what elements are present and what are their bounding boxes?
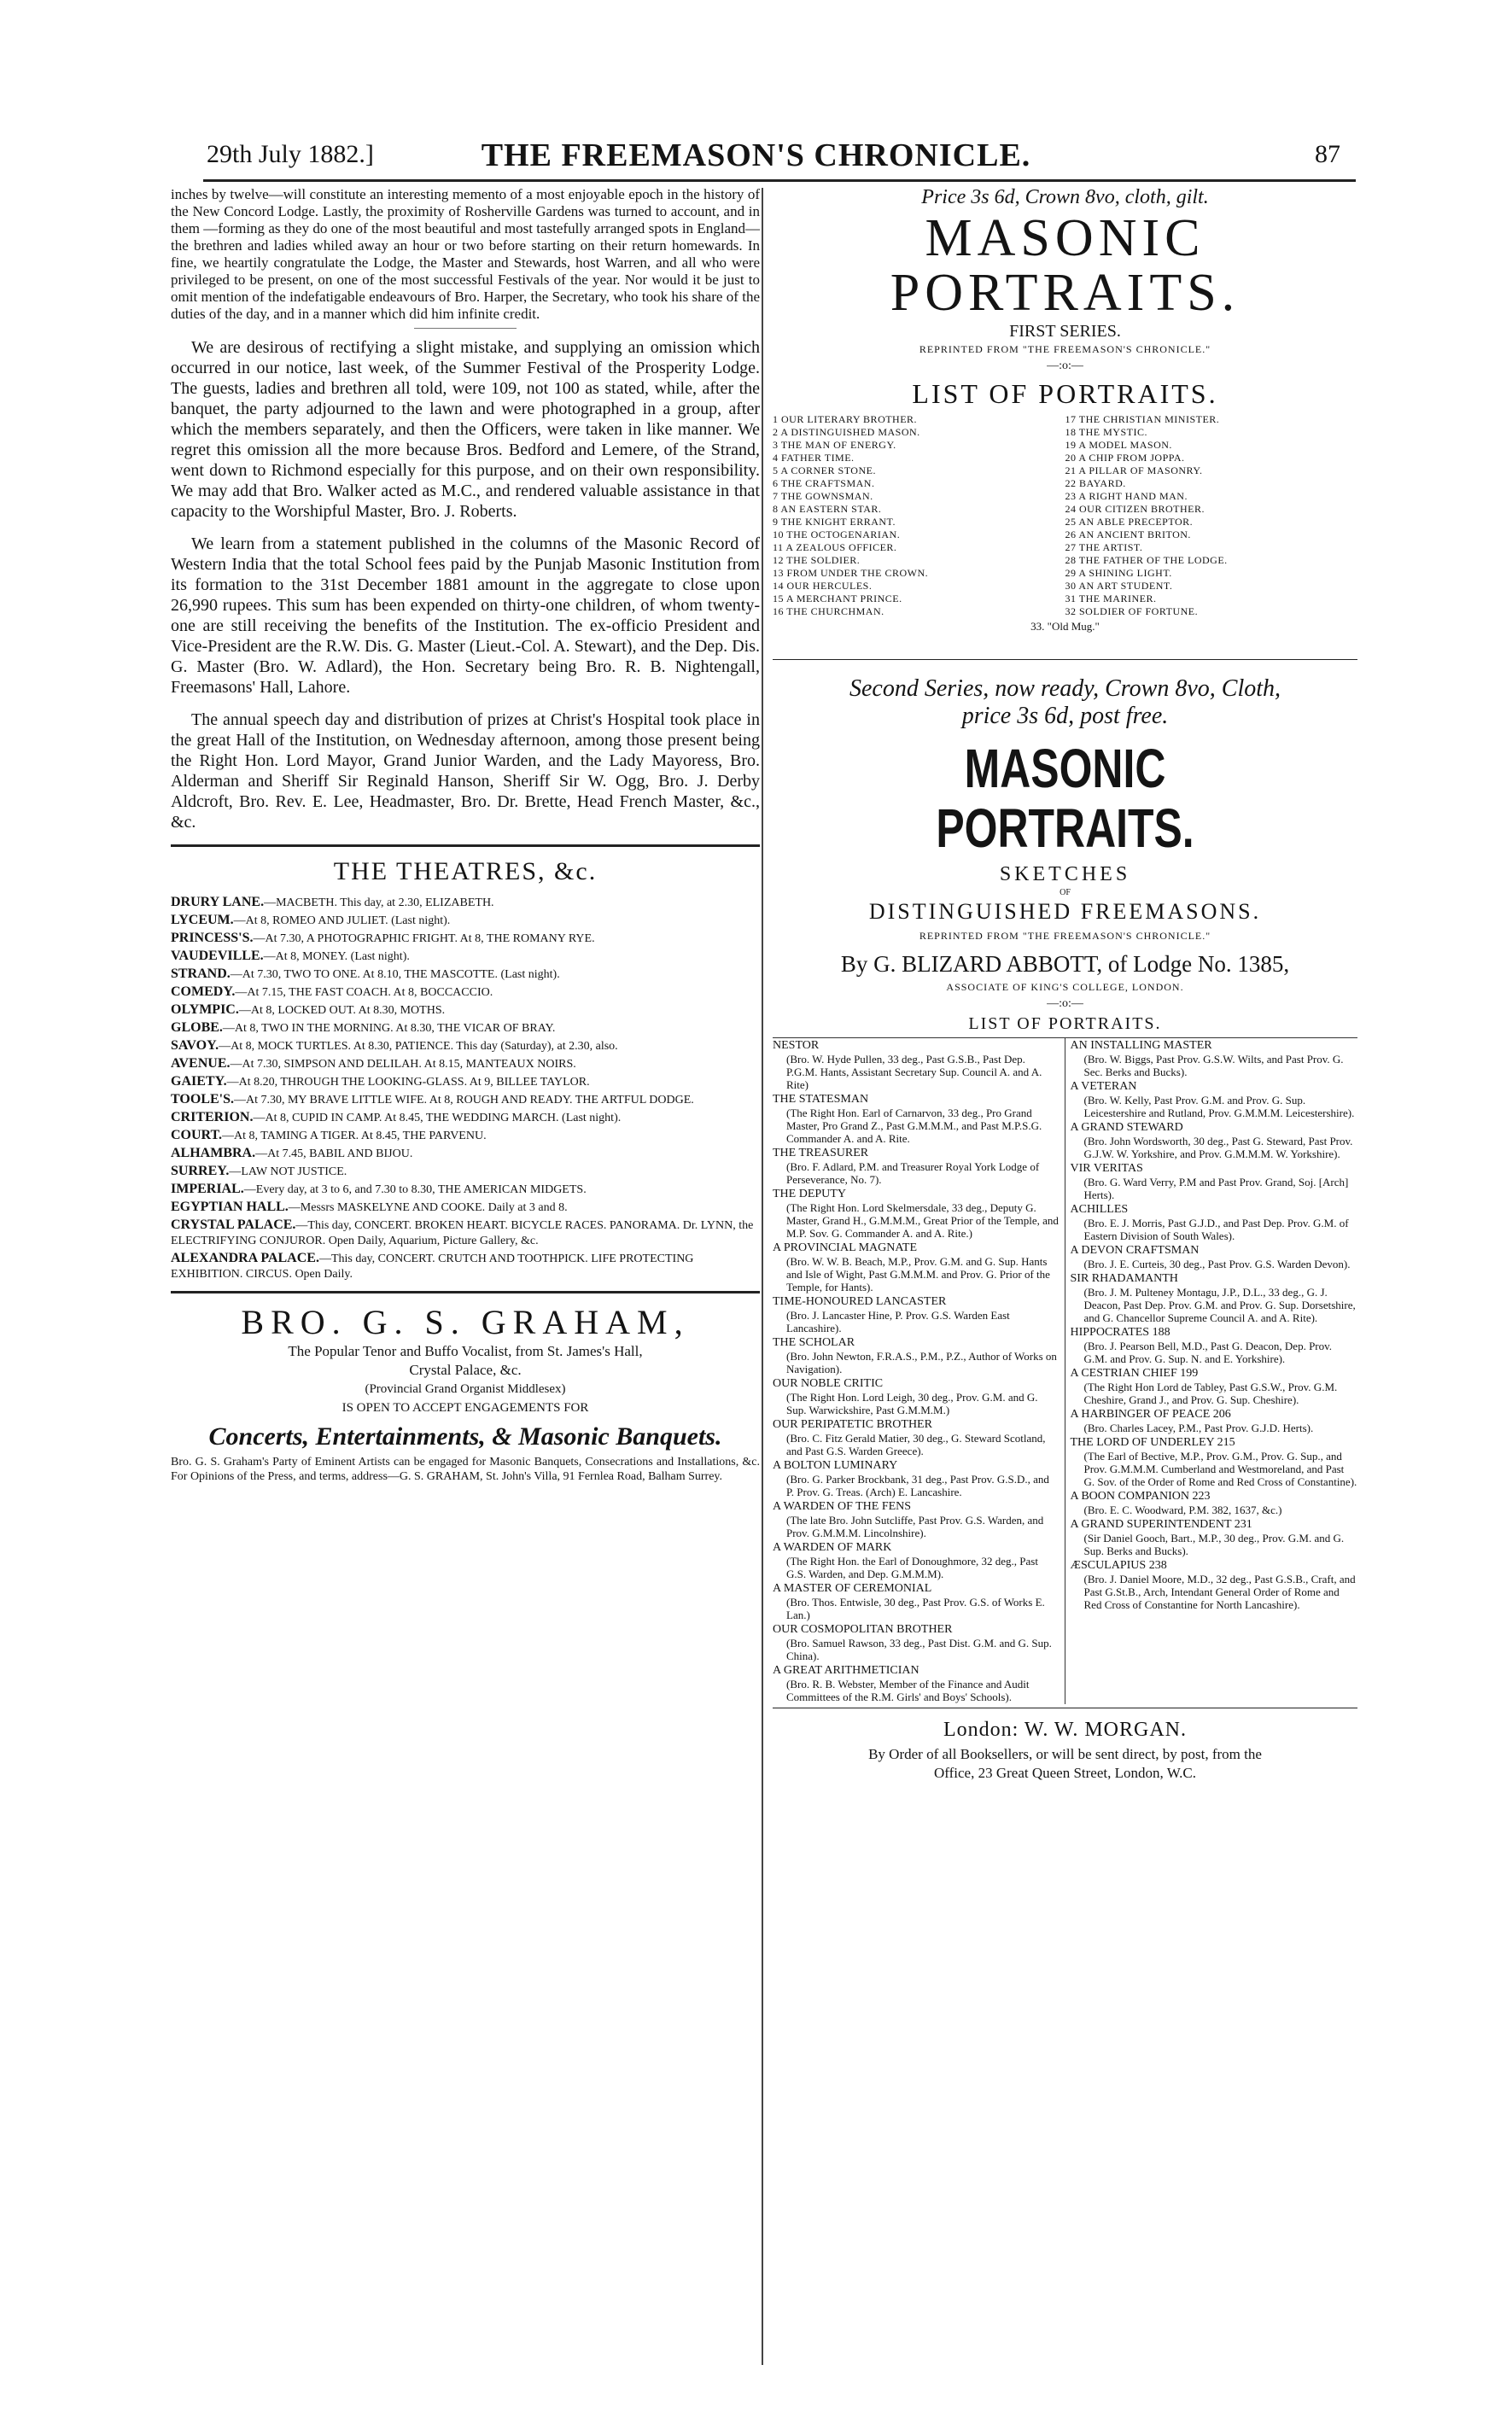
portrait-entry-name: A GRAND STEWARD xyxy=(1070,1121,1183,1134)
portrait-entries xyxy=(773,1037,1357,1704)
portrait-entry-name: A WARDEN OF MARK xyxy=(773,1541,892,1554)
theatre-venue: DRURY LANE. xyxy=(171,895,265,909)
portrait-list-item: 18 THE MYSTIC. xyxy=(1065,426,1147,438)
portrait-list-item: 11 A ZEALOUS OFFICER. xyxy=(773,541,897,553)
portrait-list-item: 29 A SHINING LIGHT. xyxy=(1065,567,1172,579)
price-first-series: Price 3s 6d, Crown 8vo, cloth, gilt. xyxy=(921,186,1209,208)
graham-details: Bro. G. S. Graham's Party of Eminent Artists can be engaged for Masonic Banquets, Consecrations and Installations, &c. For Opinions of the Press, and terms, address—G. S. GRAHAM, St. John's Villa, 91 Fernlea Road, Balham Surrey. xyxy=(171,1456,760,1483)
theatre-listing xyxy=(171,913,760,929)
column-divider xyxy=(762,188,763,2365)
portrait-entry-detail: (The Right Hon Lord de Tabley, Past G.S.W., Prov. G.M. Cheshire, Grand J., and Prov. G. Sup. Cheshire). xyxy=(1083,1381,1338,1406)
theatre-venue: LYCEUM. xyxy=(171,913,234,927)
portrait-entry-name: VIR VERITAS xyxy=(1070,1162,1143,1175)
theatre-listing xyxy=(171,984,760,1001)
portrait-list-item: 20 A CHIP FROM JOPPA. xyxy=(1065,452,1185,464)
portrait-33: 33. "Old Mug." xyxy=(1030,620,1100,633)
portrait-entry-name: OUR NOBLE CRITIC xyxy=(773,1377,884,1390)
portrait-entry-detail: (Bro. John Newton, F.R.A.S., P.M., P.Z., Author of Works on Navigation). xyxy=(786,1350,1057,1375)
portrait-entry-detail: (The Right Hon. Lord Skelmersdale, 33 deg., Deputy G. Master, Grand H., G.M.M.M., Great Prior of the Temple, and M.P. Sov. G. Commander A. and A. Rite.) xyxy=(786,1201,1059,1240)
portrait-entry-detail: (Bro. C. Fitz Gerald Matier, 30 deg., G. Steward Scotland, and Past G.S. Warden Greece). xyxy=(786,1432,1046,1457)
theatre-program: —MACBETH. This day, at 2.30, ELIZABETH. xyxy=(264,896,494,909)
theatre-venue: OLYMPIC. xyxy=(171,1002,239,1017)
theatre-listing xyxy=(171,1128,760,1144)
portrait-list-item: 3 THE MAN OF ENERGY. xyxy=(773,439,896,451)
portrait-entry-detail: (Bro. W. W. B. Beach, M.P., Prov. G.M. and G. Sup. Hants and Isle of Wight, Past G.M.M.M. and Prov. G. Prior of the Temple, for Hants). xyxy=(786,1255,1050,1293)
theatre-program: —At 7.15, THE FAST COACH. At 8, BOCCACCIO. xyxy=(235,986,493,999)
graham-line3: (Provincial Grand Organist Middlesex) xyxy=(365,1382,566,1396)
order-line2: Office, 23 Great Queen Street, London, W.C. xyxy=(933,1765,1197,1781)
portrait-entry-detail: (Bro. W. Kelly, Past Prov. G.M. and Prov. G. Sup. Leicestershire and Rutland, Prov. G.M.M.M. Leicestershire). xyxy=(1083,1094,1355,1119)
portraits-list xyxy=(773,413,1357,618)
list-of-portraits-title-2: LIST OF PORTRAITS. xyxy=(968,1014,1162,1033)
section-rule xyxy=(773,659,1357,660)
portrait-list-item: 15 A MERCHANT PRINCE. xyxy=(773,593,902,604)
portrait-entry-name: THE LORD OF UNDERLEY 215 xyxy=(1070,1436,1235,1449)
portrait-entries-right xyxy=(1065,1038,1358,1704)
portrait-entry-detail: (Bro. R. B. Webster, Member of the Finance and Audit Committees of the R.M. Girls' and Boys' Schools). xyxy=(786,1678,1030,1703)
sketches: SKETCHES xyxy=(999,863,1131,885)
masonic-portraits-title-1: MASONIC PORTRAITS. xyxy=(890,209,1241,322)
theatre-program: —Messrs MASKELYNE AND COOKE. Daily at 3 and 8. xyxy=(288,1201,568,1214)
portrait-entry-name: SIR RHADAMANTH xyxy=(1070,1272,1178,1285)
portrait-list-item: 31 THE MARINER. xyxy=(1065,593,1157,604)
theatre-venue: CRYSTAL PALACE. xyxy=(171,1218,296,1232)
theatre-program: —At 8, MONEY. (Last night). xyxy=(263,950,410,963)
header-rule xyxy=(203,179,1356,182)
theatre-listing xyxy=(171,966,760,983)
theatre-venue: VAUDEVILLE. xyxy=(171,949,264,963)
theatre-listing xyxy=(171,1200,760,1216)
portrait-list-item: 4 FATHER TIME. xyxy=(773,452,855,464)
second-series-line1: Second Series, now ready, Crown 8vo, Cloth, xyxy=(849,675,1281,702)
theatre-venue: ALHAMBRA. xyxy=(171,1146,256,1160)
article-prosperity-lodge: We are desirous of rectifying a slight mistake, and supplying an omission which occurred in our notice, last week, of the Summer Festival of the Prosperity Lodge. The guests, ladies and brethren all told, were 109, not 100 as stated, while, after the banquet, the party adjourned to the lawn and were photographed in a group, after which the members separately, and then the Officers, were taken in like manner. We regret this omission all the more because Bros. Bedford and Lemere, of the Strand, went down to Richmond especially for this purpose, and on their own responsibility. We may add that Bro. Walker acted as M.C., and rendered valuable assistance in that capacity to the Worshipful Master, Bro. J. Roberts. xyxy=(171,338,760,521)
theatre-listing xyxy=(171,931,760,947)
theatre-listing xyxy=(171,949,760,965)
portrait-entry-detail: (Bro. W. Hyde Pullen, 33 deg., Past G.S.B., Past Dep. P.G.M. Hants, Assistant Secretary Sup. Council A. and A. Rite) xyxy=(786,1053,1042,1091)
portrait-entry-detail: (Bro. Charles Lacey, P.M., Past Prov. G.J.D. Herts). xyxy=(1083,1422,1314,1434)
portrait-list-item: 24 OUR CITIZEN BROTHER. xyxy=(1065,503,1205,515)
masonic-portraits-title-2: MASONIC PORTRAITS. xyxy=(936,738,1194,859)
portrait-entry-name: A GRAND SUPERINTENDENT 231 xyxy=(1070,1518,1252,1531)
theatre-program: —At 8, CUPID IN CAMP. At 8.45, THE WEDDING MARCH. (Last night). xyxy=(253,1112,622,1124)
portrait-entry-detail: (Bro. E. J. Morris, Past G.J.D., and Past Dep. Prov. G.M. of Eastern Division of South Wales). xyxy=(1083,1217,1349,1242)
portrait-list-item: 10 THE OCTOGENARIAN. xyxy=(773,528,901,540)
portrait-entry-name: A HARBINGER OF PEACE 206 xyxy=(1070,1408,1231,1421)
portrait-entry-detail: (Bro. John Wordsworth, 30 deg., Past G. Steward, Past Prov. G.J.W. W. Yorkshire, and Prov. G.M.M.M. W. Yorkshire). xyxy=(1083,1135,1353,1160)
right-column xyxy=(773,186,1357,1783)
portrait-entry-detail: (The Right Hon. Earl of Carnarvon, 33 deg., Pro Grand Master, Pro Grand Z., Past G.M.M.M., and Past M.P.S.G. Commander A. and A. Rite. xyxy=(786,1107,1042,1145)
portrait-entry-name: A GREAT ARITHMETICIAN xyxy=(773,1664,919,1677)
theatre-program: —At 8.20, THROUGH THE LOOKING-GLASS. At 9, BILLEE TAYLOR. xyxy=(226,1076,590,1089)
theatre-venue: AVENUE. xyxy=(171,1056,231,1071)
publisher-london: London: W. W. MORGAN. xyxy=(943,1719,1188,1741)
theatre-listing xyxy=(171,1251,760,1282)
separator-ornament: —:o:— xyxy=(1047,359,1083,372)
second-series-line2: price 3s 6d, post free. xyxy=(961,703,1169,729)
portrait-entry-name: A BOON COMPANION 223 xyxy=(1070,1490,1211,1503)
theatre-program: —At 7.30, MY BRAVE LITTLE WIFE. At 8, ROUGH AND READY. THE ARTFUL DODGE. xyxy=(233,1094,694,1107)
portrait-entry-name: A CESTRIAN CHIEF 199 xyxy=(1070,1367,1199,1380)
portrait-entry-detail: (Sir Daniel Gooch, Bart., M.P., 30 deg., Prov. G.M. and G. Sup. Berks and Bucks). xyxy=(1083,1532,1345,1557)
portrait-entry-detail: (Bro. J. M. Pulteney Montagu, J.P., D.L., 33 deg., G. J. Deacon, Past Dep. Prov. G.M. and Prov. G. Sup. Dorsetshire, and G. Chancellor Supreme Council A. and A. Rite). xyxy=(1083,1286,1356,1324)
article-new-concord: inches by twelve—will constitute an interesting memento of a most enjoyable epoch in the history of the New Concord Lodge. Lastly, the proximity of Rosherville Gardens was turned to account, and in them —forming as they do one of the most beautiful and most tastefully arranged spots in England—the brethren and ladies whiled away an hour or two before starting on their return homewards. In fine, we heartily congratulate the Lodge, the Master and Stewards, host Warren, and all who were privileged to be present, on one of the most successful Festivals of the year. Nor would it be just to omit mention of the indefatigable endeavours of Bro. Harper, the Secretary, who took his share of the duties of the day, and in a manner which did him infinite credit. xyxy=(171,186,760,322)
portrait-entry-name: A WARDEN OF THE FENS xyxy=(773,1500,912,1513)
graham-concerts: Concerts, Entertainments, & Masonic Banquets. xyxy=(208,1422,722,1451)
portrait-list-item: 8 AN EASTERN STAR. xyxy=(773,503,882,515)
portrait-list-item: 28 THE FATHER OF THE LODGE. xyxy=(1065,554,1228,566)
portrait-list-item: 6 THE CRAFTSMAN. xyxy=(773,477,875,489)
portrait-entry-name: OUR COSMOPOLITAN BROTHER xyxy=(773,1623,953,1636)
theatres-list xyxy=(171,895,760,1282)
portrait-entry-detail: (Bro. J. Daniel Moore, M.D., 32 deg., Past G.S.B., Craft, and Past G.St.B., Arch, Intendant General Order of Rome and Red Cross of Constantine for North Lancashire). xyxy=(1083,1573,1356,1611)
portrait-list-item: 27 THE ARTIST. xyxy=(1065,541,1143,553)
portrait-list-item: 1 OUR LITERARY BROTHER. xyxy=(773,413,918,425)
theatre-venue: COURT. xyxy=(171,1128,223,1142)
portrait-entry-detail: (Bro. E. C. Woodward, P.M. 382, 1637, &c.) xyxy=(1083,1504,1282,1516)
graham-line4: IS OPEN TO ACCEPT ENGAGEMENTS FOR xyxy=(342,1401,589,1415)
theatre-program: —Every day, at 3 to 6, and 7.30 to 8.30, THE AMERICAN MIDGETS. xyxy=(243,1183,587,1196)
portrait-entry-detail: (Bro. W. Biggs, Past Prov. G.S.W. Wilts, and Past Prov. G. Sec. Berks and Bucks). xyxy=(1083,1053,1344,1078)
theatre-program: —LAW NOT JUSTICE. xyxy=(229,1165,347,1178)
portrait-list-item: 21 A PILLAR OF MASONRY. xyxy=(1065,464,1203,476)
theatre-venue: COMEDY. xyxy=(171,984,236,999)
list-of-portraits-title: LIST OF PORTRAITS. xyxy=(912,378,1218,409)
portrait-list-item: 19 A MODEL MASON. xyxy=(1065,439,1172,451)
theatre-venue: STRAND. xyxy=(171,966,231,981)
distinguished-freemasons: DISTINGUISHED FREEMASONS. xyxy=(868,899,1262,924)
header-title: THE FREEMASON'S CHRONICLE. xyxy=(481,137,1031,173)
portrait-entry-detail: (Bro. Samuel Rawson, 33 deg., Past Dist. G.M. and G. Sup. China). xyxy=(786,1637,1052,1662)
theatre-program: —At 7.30, SIMPSON AND DELILAH. At 8.15, MANTEAUX NOIRS. xyxy=(230,1058,576,1071)
theatre-program: —At 8, TAMING A TIGER. At 8.45, THE PARVENU. xyxy=(222,1130,487,1142)
theatre-program: —This day, CONCERT. CRUTCH AND TOOTHPICK. LIFE PROTECTING EXHIBITION. CIRCUS. Open Daily. xyxy=(171,1253,694,1281)
portrait-list-item: 2 A DISTINGUISHED MASON. xyxy=(773,426,920,438)
theatre-listing xyxy=(171,1164,760,1180)
portrait-entry-name: ACHILLES xyxy=(1070,1203,1129,1216)
graham-line2: Crystal Palace, &c. xyxy=(409,1362,522,1378)
theatre-listing xyxy=(171,1146,760,1162)
portrait-entry-detail: (Bro. G. Ward Verry, P.M and Past Prov. Grand, Soj. [Arch] Herts). xyxy=(1083,1176,1349,1201)
left-column xyxy=(171,186,760,1484)
theatre-listing xyxy=(171,1038,760,1054)
portrait-entry-name: HIPPOCRATES 188 xyxy=(1070,1326,1170,1339)
of-word: OF xyxy=(1060,888,1071,897)
portrait-entry-detail: (The late Bro. John Sutcliffe, Past Prov. G.S. Warden, and Prov. G.M.M.M. Lincolnshire). xyxy=(786,1514,1044,1539)
reprinted-note-1: REPRINTED FROM "THE FREEMASON'S CHRONICLE." xyxy=(919,343,1211,355)
theatre-venue: EGYPTIAN HALL. xyxy=(171,1200,289,1214)
theatre-program: —This day, CONCERT. BROKEN HEART. BICYCLE RACES. PANORAMA. Dr. LYNN, the ELECTRIFYING CONJUROR. Open Daily, Aquarium, Picture Gallery, &c. xyxy=(171,1219,754,1247)
portrait-list-item: 12 THE SOLDIER. xyxy=(773,554,861,566)
theatre-listing xyxy=(171,1002,760,1019)
theatre-program: —At 7.30, TWO TO ONE. At 8.10, THE MASCOTTE. (Last night). xyxy=(230,968,560,981)
theatre-venue: ALEXANDRA PALACE. xyxy=(171,1251,319,1265)
portrait-list-item: 17 THE CHRISTIAN MINISTER. xyxy=(1065,413,1220,425)
section-rule xyxy=(171,1291,760,1293)
portrait-entry-detail: (The Earl of Bective, M.P., Prov. G.M., Prov. G. Sup., and Prov. G.M.M.M. Cumberland and Westmoreland, and Past G. Sov. of the Order of Rome and Red Cross of Constantine). xyxy=(1083,1450,1357,1488)
portrait-list-item: 7 THE GOWNSMAN. xyxy=(773,490,873,502)
portrait-entry-name: THE TREASURER xyxy=(773,1147,869,1159)
portrait-entry-detail: (The Right Hon. the Earl of Donoughmore, 32 deg., Past G.S. Warden, and Dep. G.M.M.M). xyxy=(786,1555,1038,1580)
header-date: 29th July 1882.] xyxy=(207,140,374,168)
separator xyxy=(414,328,517,329)
portrait-list-item: 23 A RIGHT HAND MAN. xyxy=(1065,490,1188,502)
portrait-entry-name: THE STATESMAN xyxy=(773,1093,869,1106)
portrait-entry-name: A BOLTON LUMINARY xyxy=(773,1459,898,1472)
theatre-program: —At 8, MOCK TURTLES. At 8.30, PATIENCE. This day (Saturday), at 2.30, also. xyxy=(219,1040,618,1053)
section-rule xyxy=(171,844,760,847)
theatre-venue: SURREY. xyxy=(171,1164,230,1178)
page-header xyxy=(0,128,1512,179)
theatre-venue: IMPERIAL. xyxy=(171,1182,244,1196)
portraits-list-left xyxy=(773,413,1065,618)
portrait-entry-detail: (Bro. Thos. Entwisle, 30 deg., Past Prov. G.S. of Works E. Lan.) xyxy=(786,1596,1045,1621)
graham-name: BRO. G. S. GRAHAM, xyxy=(241,1303,690,1341)
first-series: FIRST SERIES. xyxy=(1009,322,1121,341)
portrait-entry-name: ÆSCULAPIUS 238 xyxy=(1070,1559,1167,1572)
portrait-list-item: 16 THE CHURCHMAN. xyxy=(773,605,884,617)
theatre-venue: GAIETY. xyxy=(171,1074,227,1089)
theatre-listing xyxy=(171,1218,760,1249)
separator-ornament-2: —:o:— xyxy=(1047,997,1083,1010)
reprinted-note-2: REPRINTED FROM "THE FREEMASON'S CHRONICLE." xyxy=(919,930,1211,942)
theatre-listing xyxy=(171,1020,760,1036)
associate-line: ASSOCIATE OF KING'S COLLEGE, LONDON. xyxy=(946,981,1184,993)
theatres-title: THE THEATRES, &c. xyxy=(333,857,598,885)
portrait-entry-name: NESTOR xyxy=(773,1039,820,1052)
theatre-venue: GLOBE. xyxy=(171,1020,223,1035)
header-page-number: 87 xyxy=(1315,140,1340,168)
portrait-list-item: 22 BAYARD. xyxy=(1065,477,1126,489)
portrait-entry-detail: (Bro. J. Lancaster Hine, P. Prov. G.S. Warden East Lancashire). xyxy=(786,1309,1010,1334)
theatre-program: —At 7.45, BABIL AND BIJOU. xyxy=(255,1147,413,1160)
portrait-list-item: 26 AN ANCIENT BRITON. xyxy=(1065,528,1191,540)
theatre-listing xyxy=(171,1074,760,1090)
theatre-listing xyxy=(171,1056,760,1072)
graham-line1: The Popular Tenor and Buffo Vocalist, from St. James's Hall, xyxy=(288,1343,643,1359)
article-christs-hospital: The annual speech day and distribution of prizes at Christ's Hospital took place in the great Hall of the Institution, on Wednesday afternoon, among those present being the Right Hon. Lord Mayor, Grand Junior Warden, and the Lady Mayoress, Bro. Alderman and Sheriff Sir Reginald Hanson, Sheriff Sir W. Ogg, Bro. J. Derby Aldcroft, Bro. Rev. E. Lee, Headmaster, Bro. Dr. Brette, Head French Master, &c., &c. xyxy=(171,710,760,832)
portrait-entry-name: A DEVON CRAFTSMAN xyxy=(1070,1244,1200,1257)
theatre-venue: CRITERION. xyxy=(171,1110,254,1124)
portrait-entries-left xyxy=(773,1038,1065,1704)
theatre-listing xyxy=(171,1182,760,1198)
portrait-list-item: 32 SOLDIER OF FORTUNE. xyxy=(1065,605,1199,617)
portrait-entry-name: THE SCHOLAR xyxy=(773,1336,855,1349)
portrait-entry-name: THE DEPUTY xyxy=(773,1188,846,1200)
portrait-list-item: 13 FROM UNDER THE CROWN. xyxy=(773,567,929,579)
theatre-listing xyxy=(171,895,760,911)
portrait-entry-detail: (Bro. F. Adlard, P.M. and Treasurer Royal York Lodge of Perseverance, No. 7). xyxy=(786,1160,1040,1186)
portraits-list-right xyxy=(1065,413,1358,618)
article-punjab-institution: We learn from a statement published in the columns of the Masonic Record of Western India that the total School fees paid by the Punjab Masonic Institution from its formation to the 31st December 1881 amount in the aggregate to close upon 26,990 rupees. This sum has been expended on thirty-one children, of whom twenty-one are still receiving the benefits of the Institution. The ex-officio President and Vice-President are the R.W. Dis. G. Master (Lieut.-Col. A. Stewart), and the Dep. Dis. G. Master (Bro. W. Adlard), the Hon. Secretary being Bro. R. B. Nightengall, Freemasons' Hall, Lahore. xyxy=(171,534,760,697)
theatre-program: —At 8, TWO IN THE MORNING. At 8.30, THE VICAR OF BRAY. xyxy=(222,1022,556,1035)
portrait-entry-detail: (Bro. J. Pearson Bell, M.D., Past G. Deacon, Dep. Prov. G.M. and Prov. G. Sup. N. and E. Yorkshire). xyxy=(1083,1340,1333,1365)
portrait-entry-name: A MASTER OF CEREMONIAL xyxy=(773,1582,932,1595)
portrait-entry-detail: (The Right Hon. Lord Leigh, 30 deg., Prov. G.M. and G. Sup. Warwickshire, Past G.M.M.M.) xyxy=(786,1391,1038,1416)
portrait-list-item: 25 AN ABLE PRECEPTOR. xyxy=(1065,516,1194,528)
portrait-entry-name: AN INSTALLING MASTER xyxy=(1070,1039,1212,1052)
theatre-program: —At 7.30, A PHOTOGRAPHIC FRIGHT. At 8, THE ROMANY RYE. xyxy=(253,932,595,945)
portrait-list-item: 5 A CORNER STONE. xyxy=(773,464,876,476)
theatre-program: —At 8, LOCKED OUT. At 8.30, MOTHS. xyxy=(238,1004,446,1017)
theatre-venue: SAVOY. xyxy=(171,1038,219,1053)
portrait-list-item: 9 THE KNIGHT ERRANT. xyxy=(773,516,896,528)
theatre-venue: PRINCESS'S. xyxy=(171,931,254,945)
portrait-entry-name: A PROVINCIAL MAGNATE xyxy=(773,1241,918,1254)
portrait-entry-name: OUR PERIPATETIC BROTHER xyxy=(773,1418,932,1431)
portrait-list-item: 30 AN ART STUDENT. xyxy=(1065,580,1173,592)
theatre-venue: TOOLE'S. xyxy=(171,1092,234,1107)
portrait-entry-detail: (Bro. G. Parker Brockbank, 31 deg., Past Prov. G.S.D., and P. Prov. G. Treas. (Arch) E. Lancashire. xyxy=(786,1473,1049,1498)
portrait-entry-detail: (Bro. J. E. Curteis, 30 deg., Past Prov. G.S. Warden Devon). xyxy=(1083,1258,1351,1270)
theatre-listing xyxy=(171,1092,760,1108)
author-line: By G. BLIZARD ABBOTT, of Lodge No. 1385, xyxy=(840,951,1290,977)
order-line1: By Order of all Booksellers, or will be sent direct, by post, from the xyxy=(868,1746,1262,1762)
theatre-listing xyxy=(171,1110,760,1126)
portrait-list-item: 14 OUR HERCULES. xyxy=(773,580,873,592)
theatre-program: —At 8, ROMEO AND JULIET. (Last night). xyxy=(233,914,451,927)
portrait-entry-name: A VETERAN xyxy=(1070,1080,1137,1093)
portrait-entry-name: TIME-HONOURED LANCASTER xyxy=(773,1295,947,1308)
